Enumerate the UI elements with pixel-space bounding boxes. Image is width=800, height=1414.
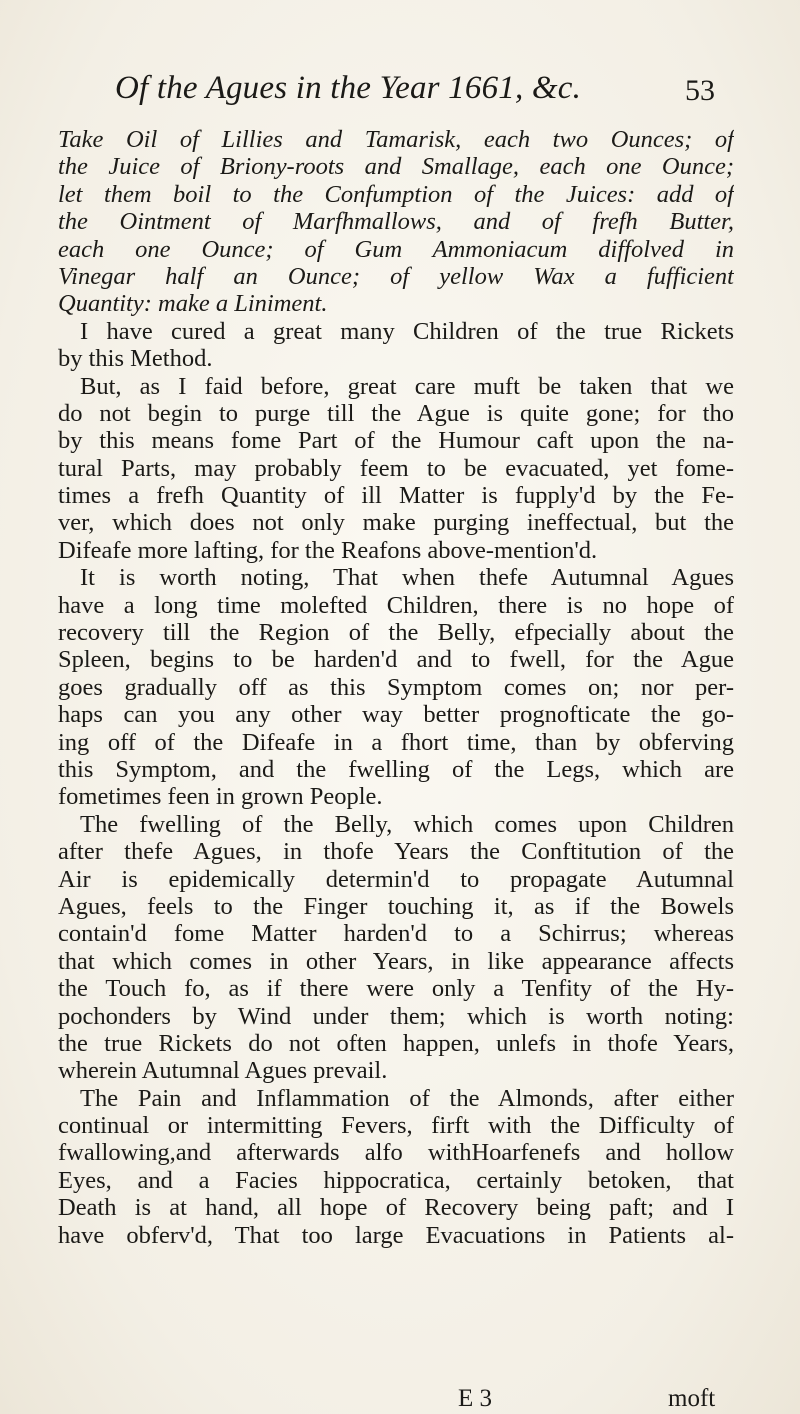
text-line: the Touch fo, as if there were only a Tenfity of the Hy- — [58, 975, 734, 1003]
text-line: Eyes, and a Facies hippocratica, certainly betoken, that — [58, 1166, 734, 1194]
text-line: Death is at hand, all hope of Recovery being paft; and I — [58, 1194, 734, 1222]
text-line: Agues, feels to the Finger touching it, as if the Bowels — [58, 892, 734, 920]
text-line: ver, which does not only make purging ineffectual, but the — [58, 509, 734, 537]
recipe-line: Quantity: make a Liniment. — [58, 290, 328, 318]
text-line: goes gradually off as this Symptom comes on; nor per- — [58, 673, 734, 701]
text-line: The Pain and Inflammation of the Almonds, after either — [80, 1084, 734, 1112]
recipe-line: Take Oil of Lillies and Tamarisk, each two Ounces; of — [58, 126, 734, 153]
running-head: Of the Agues in the Year 1661, &c. — [115, 70, 582, 106]
text-line: I have cured a great many Children of the true Rickets — [80, 317, 734, 345]
text-line: fometimes feen in grown People. — [58, 783, 383, 811]
text-line: tural Parts, may probably feem to be evacuated, yet fome- — [58, 454, 734, 482]
catchword: moft — [668, 1385, 716, 1412]
text-line: continual or intermitting Fevers, firft with the Difficulty of — [58, 1112, 734, 1140]
text-line: Air is epidemically determin'd to propagate Autumnal — [58, 865, 734, 893]
text-line: The fwelling of the Belly, which comes upon Children — [80, 810, 734, 838]
page-footer — [0, 1385, 800, 1413]
text-line: have a long time molefted Children, there is no hope of — [58, 591, 734, 619]
text-line: this Symptom, and the fwelling of the Legs, which are — [58, 755, 734, 783]
recipe-line: the Juice of Briony-roots and Smallage, each one Ounce; — [58, 153, 734, 181]
page-number: 53 — [685, 74, 715, 107]
text-line: after thefe Agues, in thofe Years the Conftitution of the — [58, 838, 734, 866]
recipe-line: each one Ounce; of Gum Ammoniacum diffolved in — [58, 235, 734, 263]
body-text — [58, 126, 734, 1249]
text-line: Difeafe more lafting, for the Reafons above-mention'd. — [58, 536, 598, 564]
recipe-line: the Ointment of Marfhmallows, and of frefh Butter, — [58, 208, 734, 236]
text-line: contain'd fome Matter harden'd to a Schirrus; whereas — [58, 920, 734, 948]
text-line: fwallowing,and afterwards alfo withHoarfenefs and hollow — [58, 1139, 734, 1167]
text-line: that which comes in other Years, in like appearance affects — [58, 947, 734, 975]
page-header — [115, 70, 715, 116]
text-line: pochonders by Wind under them; which is worth noting: — [58, 1002, 734, 1030]
text-line: Spleen, begins to be harden'd and to fwell, for the Ague — [58, 646, 734, 674]
text-line: have obferv'd, That too large Evacuations in Patients al- — [58, 1221, 734, 1249]
recipe-line: Vinegar half an Ounce; of yellow Wax a fufficient — [58, 262, 734, 290]
text-line: But, as I faid before, great care muft be taken that we — [80, 372, 734, 400]
text-line: times a frefh Quantity of ill Matter is fupply'd by the Fe- — [58, 482, 734, 510]
recipe-line: let them boil to the Confumption of the Juices: add of — [58, 180, 734, 208]
text-line: by this Method. — [58, 345, 213, 373]
text-line: wherein Autumnal Agues prevail. — [58, 1057, 388, 1085]
text-line: ing off of the Difeafe in a fhort time, than by obferving — [58, 728, 734, 756]
text-line: haps can you any other way better prognofticate the go- — [58, 701, 734, 729]
text-line: the true Rickets do not often happen, unlefs in thofe Years, — [58, 1029, 734, 1057]
text-line: recovery till the Region of the Belly, efpecially about the — [58, 619, 734, 647]
text-line: by this means fome Part of the Humour caft upon the na- — [58, 427, 734, 455]
signature-mark: E 3 — [458, 1385, 493, 1412]
text-line: do not begin to purge till the Ague is quite gone; for tho — [58, 399, 734, 427]
text-line: It is worth noting, That when thefe Autumnal Agues — [80, 564, 734, 592]
